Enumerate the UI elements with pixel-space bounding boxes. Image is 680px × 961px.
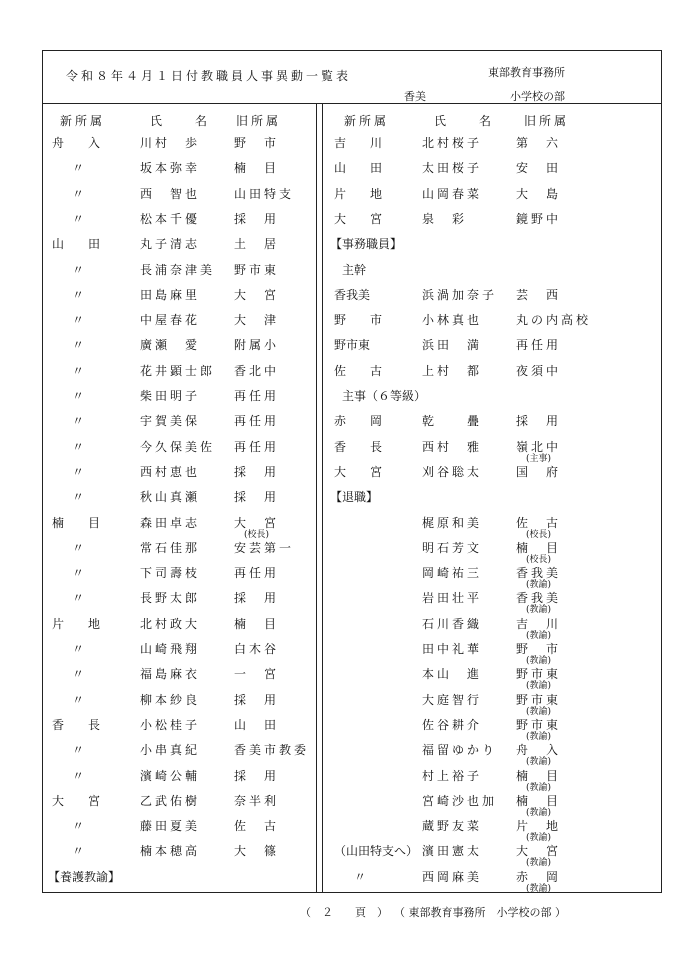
column-divider <box>316 103 317 893</box>
page-number: （ ２ 頁 ） <box>300 906 388 919</box>
col-header-old: 旧所属 <box>236 114 282 128</box>
person-name: 坂本弥幸 <box>140 161 201 176</box>
previous-affiliation: 佐 古 <box>516 515 562 530</box>
new-affiliation: 【事務職員】 <box>330 237 403 252</box>
previous-affiliation: 再任用 <box>234 439 280 454</box>
position-note: (教諭) <box>526 580 552 591</box>
person-name: 小林真也 <box>422 313 483 328</box>
new-affiliation: 野 市 <box>334 313 383 328</box>
new-affiliation: 〃 <box>72 591 85 606</box>
col-header-name: 氏 名 <box>150 114 211 128</box>
previous-affiliation: 再任用 <box>234 414 280 429</box>
previous-affiliation: 吉 川 <box>516 616 562 631</box>
new-affiliation: 赤 岡 <box>334 414 383 429</box>
person-name: 田中礼華 <box>422 642 483 656</box>
header-divider <box>42 103 662 104</box>
person-name: 長野太郎 <box>140 591 201 606</box>
area-name: 香美 <box>404 90 426 103</box>
person-name: 福島麻衣 <box>140 667 201 682</box>
person-name: 廣瀬 愛 <box>140 338 201 353</box>
person-name: 石川香織 <box>422 616 483 631</box>
position-note: (教諭) <box>526 782 552 793</box>
previous-affiliation: 大 宮 <box>234 515 280 530</box>
new-affiliation: 【退職】 <box>330 490 379 505</box>
new-affiliation: 〃 <box>72 363 85 378</box>
person-name: 山岡春菜 <box>422 186 483 201</box>
new-affiliation: 片 地 <box>52 616 101 631</box>
new-affiliation: 〃 <box>72 262 85 277</box>
position-note: (教諭) <box>526 807 552 818</box>
person-name: 西岡麻美 <box>422 869 483 884</box>
new-affiliation: 〃 <box>72 743 85 758</box>
new-affiliation: 大 宮 <box>334 464 383 479</box>
person-name: 山崎飛翔 <box>140 642 201 656</box>
new-affiliation: 〃 <box>72 389 85 403</box>
new-affiliation: 吉 川 <box>334 136 383 150</box>
previous-affiliation: 芸 西 <box>516 287 562 302</box>
new-affiliation: 〃 <box>72 414 85 429</box>
previous-affiliation: 山田特支 <box>234 186 295 201</box>
new-affiliation: 楠 目 <box>52 515 101 530</box>
position-note: (教諭) <box>526 731 552 742</box>
previous-affiliation: 片 地 <box>516 819 562 834</box>
person-name: 常石佳那 <box>140 540 201 555</box>
new-affiliation: 〃 <box>72 186 85 201</box>
previous-affiliation: 香我美 <box>516 566 562 581</box>
previous-affiliation: 夜須中 <box>516 363 562 378</box>
new-affiliation: 〃 <box>72 490 85 505</box>
col-header-new: 新所属 <box>344 114 390 128</box>
position-note: (教諭) <box>526 833 552 844</box>
person-name: 西村 雅 <box>422 439 483 454</box>
new-affiliation: 〃 <box>72 287 85 302</box>
department-name: 小学校の部 <box>510 90 565 103</box>
previous-affiliation: 国 府 <box>516 464 562 479</box>
previous-affiliation: 大 宮 <box>516 844 562 859</box>
new-affiliation: 〃 <box>72 161 85 176</box>
document-title: 令和８年４月１日付教職員人事異動一覧表 <box>66 69 352 83</box>
new-affiliation: 〃 <box>72 540 85 555</box>
position-note: (教諭) <box>526 858 552 869</box>
person-name: 柳本紗良 <box>140 692 201 707</box>
person-name: 泉 彩 <box>422 211 468 226</box>
new-affiliation: 〃 <box>72 768 85 783</box>
previous-affiliation: 野 市 <box>234 136 280 150</box>
previous-affiliation: 第 六 <box>516 136 562 150</box>
col-header-new: 新所属 <box>60 114 106 128</box>
new-affiliation: 片 地 <box>334 186 383 201</box>
new-affiliation: 〃 <box>72 642 85 656</box>
position-note: (教諭) <box>526 757 552 768</box>
previous-affiliation: 楠 目 <box>234 616 280 631</box>
new-affiliation: 山 田 <box>52 237 101 252</box>
previous-affiliation: 野市東 <box>234 262 280 277</box>
previous-affiliation: 安 田 <box>516 161 562 176</box>
position-note: (校長) <box>244 529 270 540</box>
new-affiliation: 山 田 <box>334 161 383 176</box>
person-name: 小串真紀 <box>140 743 201 758</box>
position-note: (校長) <box>526 529 552 540</box>
previous-affiliation: 再任用 <box>234 389 280 403</box>
person-name: 濱崎公輔 <box>140 768 201 783</box>
position-note: (教諭) <box>526 656 552 666</box>
previous-affiliation: 舟 入 <box>516 743 562 758</box>
person-name: 浜田 満 <box>422 338 483 353</box>
previous-affiliation: 楠 目 <box>234 161 280 176</box>
previous-affiliation: 山 田 <box>234 717 280 732</box>
person-name: 上村 都 <box>422 363 483 378</box>
person-name: 秋山真瀬 <box>140 490 201 505</box>
new-affiliation: 〃 <box>72 667 85 682</box>
person-name: 宮崎沙也加 <box>422 793 498 808</box>
new-affiliation: 〃 <box>72 692 85 707</box>
previous-affiliation: 赤 岡 <box>516 869 562 884</box>
previous-affiliation: 大 篠 <box>234 844 280 859</box>
new-affiliation: 香 長 <box>52 717 101 732</box>
person-name: 小松桂子 <box>140 717 201 732</box>
new-affiliation: 舟 入 <box>52 136 101 150</box>
person-name: 川村 歩 <box>140 136 201 150</box>
new-affiliation: 主幹 <box>330 262 367 277</box>
person-name: 乙武佑樹 <box>140 793 201 808</box>
previous-affiliation: 香北中 <box>234 363 280 378</box>
previous-affiliation: 楠 目 <box>516 768 562 783</box>
previous-affiliation: 採 用 <box>516 414 562 429</box>
col-header-old: 旧所属 <box>524 114 570 128</box>
new-affiliation: 大 宮 <box>52 793 101 808</box>
new-affiliation: 〃 <box>72 464 85 479</box>
person-name: 花井顕士郎 <box>140 363 216 378</box>
person-name: 刈谷聡太 <box>422 464 483 479</box>
person-name: 西村恵也 <box>140 464 201 479</box>
person-name: 乾 疊 <box>422 414 483 429</box>
previous-affiliation: 楠 目 <box>516 793 562 808</box>
position-note: (教諭) <box>526 706 552 717</box>
new-affiliation: 【養護教諭】 <box>48 869 121 884</box>
new-affiliation: 野市東 <box>334 338 371 353</box>
person-name: 太田桜子 <box>422 161 483 176</box>
person-name: 今久保美佐 <box>140 439 216 454</box>
previous-affiliation: 野市東 <box>516 717 562 732</box>
position-note: (教諭) <box>526 883 552 894</box>
previous-affiliation: 採 用 <box>234 692 280 707</box>
new-affiliation: （山田特支へ） <box>334 844 419 859</box>
person-name: 岡崎祐三 <box>422 566 483 581</box>
person-name: 松本千優 <box>140 211 201 226</box>
new-affiliation: 主事（６等級） <box>330 389 427 403</box>
previous-affiliation: 再任用 <box>234 566 280 581</box>
new-affiliation: 大 宮 <box>334 211 383 226</box>
new-affiliation: 〃 <box>354 869 367 884</box>
person-name: 楠本穂高 <box>140 844 201 859</box>
previous-affiliation: 野 市 <box>516 642 562 656</box>
position-note: (教諭) <box>526 681 552 692</box>
person-name: 明石芳文 <box>422 540 483 555</box>
person-name: 福留ゆかり <box>422 743 498 758</box>
previous-affiliation: 大 津 <box>234 313 280 328</box>
person-name: 佐谷耕介 <box>422 717 483 732</box>
person-name: 濱田憲太 <box>422 844 483 859</box>
person-name: 浜渦加奈子 <box>422 287 498 302</box>
previous-affiliation: 採 用 <box>234 768 280 783</box>
previous-affiliation: 再任用 <box>516 338 562 353</box>
previous-affiliation: 鏡野中 <box>516 211 562 226</box>
person-name: 梶原和美 <box>422 515 483 530</box>
previous-affiliation: 採 用 <box>234 591 280 606</box>
previous-affiliation: 野市東 <box>516 667 562 682</box>
new-affiliation: 〃 <box>72 313 85 328</box>
previous-affiliation: 嶺北中 <box>516 439 562 454</box>
person-name: 中屋春花 <box>140 313 201 328</box>
previous-affiliation: 野市東 <box>516 692 562 707</box>
person-name: 宇賀美保 <box>140 414 201 429</box>
previous-affiliation: 白木谷 <box>234 642 280 656</box>
person-name: 藤田夏美 <box>140 819 201 834</box>
new-affiliation: 〃 <box>72 338 85 353</box>
new-affiliation: 佐 古 <box>334 363 383 378</box>
previous-affiliation: 大 宮 <box>234 287 280 302</box>
previous-affiliation: 香美市教委 <box>234 743 310 758</box>
person-name: 田島麻里 <box>140 287 201 302</box>
person-name: 西 智也 <box>140 186 201 201</box>
column-divider <box>322 103 323 893</box>
previous-affiliation: 丸の内高校 <box>516 313 592 328</box>
new-affiliation: 〃 <box>72 844 85 859</box>
previous-affiliation: 安芸第一 <box>234 540 295 555</box>
previous-affiliation: 奈半利 <box>234 793 280 808</box>
person-name: 柴田明子 <box>140 389 201 403</box>
person-name: 長浦奈津美 <box>140 262 216 277</box>
col-header-name: 氏 名 <box>434 114 495 128</box>
previous-affiliation: 楠 目 <box>516 540 562 555</box>
person-name: 村上裕子 <box>422 768 483 783</box>
person-name: 北村桜子 <box>422 136 483 150</box>
previous-affiliation: 一 宮 <box>234 667 280 682</box>
previous-affiliation: 香我美 <box>516 591 562 606</box>
new-affiliation: 〃 <box>72 211 85 226</box>
previous-affiliation: 大 島 <box>516 186 562 201</box>
new-affiliation: 〃 <box>72 819 85 834</box>
footer-office: （ 東部教育事務所 小学校の部 ） <box>394 906 566 919</box>
person-name: 森田卓志 <box>140 515 201 530</box>
person-name: 下司壽枝 <box>140 566 201 581</box>
person-name: 岩田壮平 <box>422 591 483 606</box>
previous-affiliation: 佐 古 <box>234 819 280 834</box>
new-affiliation: 香 長 <box>334 439 383 454</box>
person-name: 蔵野友菜 <box>422 819 483 834</box>
previous-affiliation: 採 用 <box>234 211 280 226</box>
person-name: 北村政大 <box>140 616 201 631</box>
previous-affiliation: 採 用 <box>234 464 280 479</box>
person-name: 本山 進 <box>422 667 483 682</box>
new-affiliation: 〃 <box>72 566 85 581</box>
person-name: 丸子清志 <box>140 237 201 252</box>
new-affiliation: 香我美 <box>334 287 371 302</box>
person-name: 大庭智行 <box>422 692 483 707</box>
position-note: (主事) <box>526 453 552 464</box>
position-note: (校長) <box>526 554 552 565</box>
office-name: 東部教育事務所 <box>488 66 565 79</box>
position-note: (教諭) <box>526 630 552 641</box>
new-affiliation: 〃 <box>72 439 85 454</box>
previous-affiliation: 土 居 <box>234 237 280 252</box>
previous-affiliation: 採 用 <box>234 490 280 505</box>
position-note: (教諭) <box>526 605 552 616</box>
previous-affiliation: 附属小 <box>234 338 280 353</box>
